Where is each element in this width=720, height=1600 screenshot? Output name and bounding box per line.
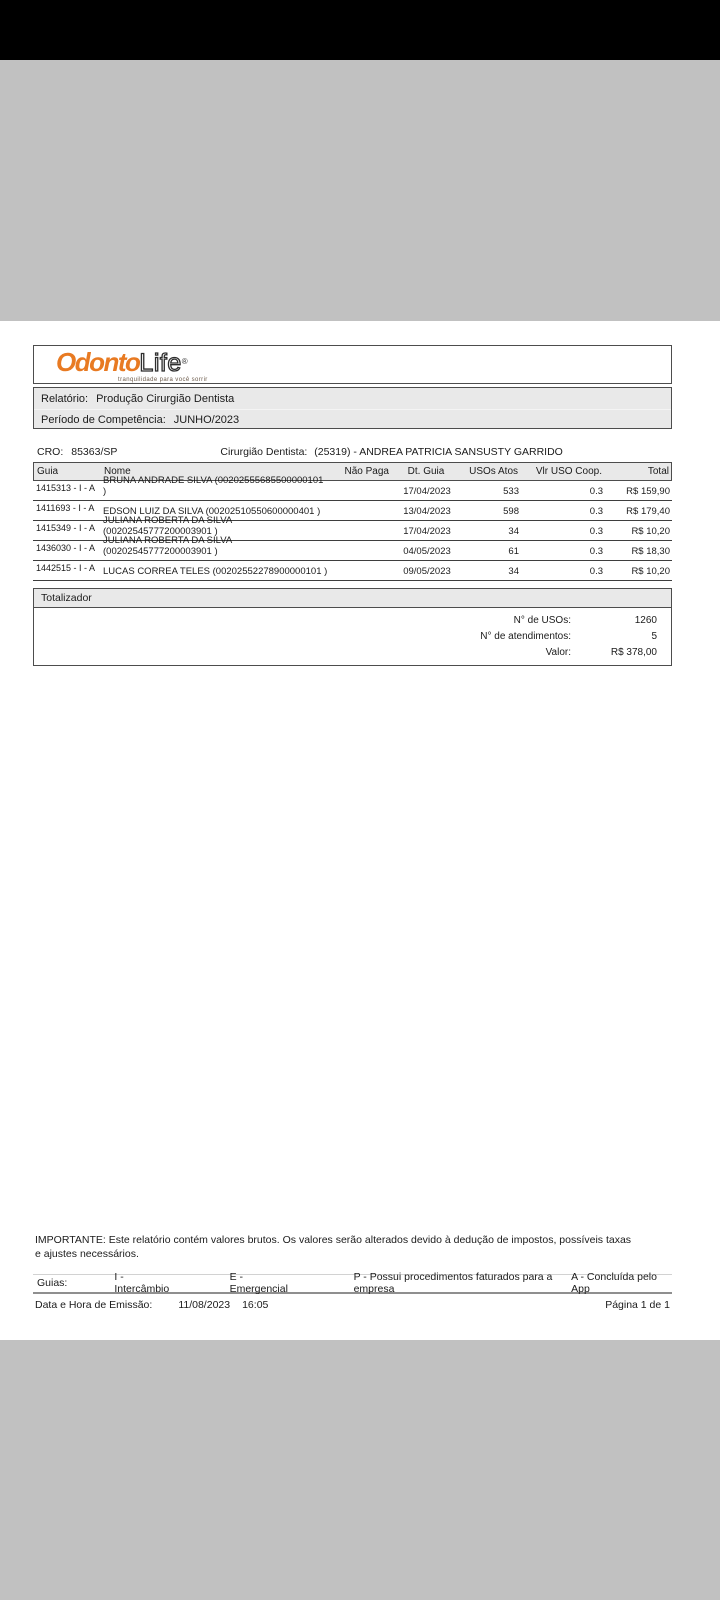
cell-vlr-uso-coop: 0.3	[589, 546, 603, 557]
cell-dt-guia: 04/05/2023	[403, 546, 451, 557]
col-header-dt-guia: Dt. Guia	[407, 466, 445, 477]
important-note: IMPORTANTE: Este relatório contém valores brutos. Os valores serão alterados devido à dedução de impostos, possíveis taxas e ajustes necessários.	[35, 1234, 632, 1260]
guides-legend	[33, 1270, 672, 1295]
logo-box	[33, 345, 672, 384]
cro-value: 85363/SP	[71, 446, 118, 458]
cell-usos-atos: 34	[508, 566, 519, 577]
cell-guia: 1415313 - I - A	[36, 483, 96, 493]
page-footer-block	[33, 1233, 672, 1314]
cell-nome: JULIANA ROBERTA DA SILVA (00202545777200003901 )	[103, 515, 232, 537]
table-row	[33, 535, 672, 561]
dentist-label: Cirurgião Dentista:	[220, 446, 308, 458]
cell-usos-atos: 533	[503, 486, 519, 497]
period-value: JUNHO/2023	[173, 414, 240, 426]
totalizer-title: Totalizador	[34, 589, 671, 608]
legend-item-faturados: P - Possui procedimentos faturados para a empresa	[353, 1270, 553, 1295]
registered-mark-icon: ®	[181, 357, 188, 366]
cell-total: R$ 18,30	[631, 546, 670, 557]
totalizer-row-usos	[34, 612, 671, 628]
legend-label: Guias:	[37, 1276, 68, 1289]
table-row	[33, 561, 672, 581]
cell-total: R$ 159,90	[626, 486, 670, 497]
cell-guia: 1436030 - I - A	[36, 543, 96, 553]
report-label: Relatório:	[41, 392, 89, 405]
legend-item-intercambio: I - Intercâmbio	[114, 1270, 170, 1295]
report-info-box	[33, 387, 672, 429]
totalizer-valor-value: R$ 378,00	[610, 646, 657, 658]
status-bar	[0, 0, 720, 60]
report-name: Produção Cirurgião Dentista	[96, 392, 235, 405]
cell-nome: LUCAS CORREA TELES (00202552278900000101 )	[103, 566, 328, 577]
report-title-row	[34, 388, 671, 409]
odontolife-logo	[56, 349, 671, 380]
cell-vlr-uso-coop: 0.3	[589, 486, 603, 497]
col-header-usos-atos: USOs Atos	[469, 466, 518, 477]
col-header-vlr-uso-coop: Vlr USO Coop.	[535, 466, 602, 477]
professional-row	[33, 446, 672, 458]
cro-label: CRO:	[37, 446, 64, 458]
cell-nome: EDSON LUIZ DA SILVA (00202510550600000401 )	[103, 506, 321, 517]
guides-table	[33, 462, 672, 581]
dentist-group	[220, 446, 562, 458]
cell-usos-atos: 34	[508, 526, 519, 537]
dentist-value: (25319) - ANDREA PATRICIA SANSUSTY GARRIDO	[314, 446, 563, 458]
cell-nao-paga	[328, 577, 390, 580]
totalizer-usos-value: 1260	[634, 614, 657, 626]
report-page	[0, 321, 720, 1340]
page-number: Página 1 de 1	[605, 1299, 670, 1311]
cell-nome: JULIANA ROBERTA DA SILVA (00202545777200003901 )	[103, 535, 232, 557]
totalizer-valor-label: Valor:	[545, 646, 571, 658]
report-page-content	[0, 321, 720, 666]
cell-total: R$ 179,40	[626, 506, 670, 517]
cell-dt-guia: 13/04/2023	[403, 506, 451, 517]
cell-nao-paga	[328, 517, 390, 520]
competence-period-row	[34, 409, 671, 430]
emission-label: Data e Hora de Emissão:	[35, 1299, 153, 1311]
cell-vlr-uso-coop: 0.3	[589, 566, 603, 577]
cell-dt-guia: 17/04/2023	[403, 526, 451, 537]
totalizer-body	[34, 608, 671, 665]
totalizer-atendimentos-value: 5	[651, 630, 657, 642]
cell-nome: BRUNA ANDRADE SILVA (00202555685500000101 )	[103, 475, 324, 497]
cell-total: R$ 10,20	[631, 566, 670, 577]
col-header-total: Total	[647, 466, 669, 477]
col-header-nao-paga: Não Paga	[344, 466, 389, 477]
cell-guia: 1442515 - I - A	[36, 563, 96, 573]
totalizer-row-valor	[34, 644, 671, 660]
cell-dt-guia: 17/04/2023	[403, 486, 451, 497]
totalizer-row-atendimentos	[34, 628, 671, 644]
totalizer-box	[33, 588, 672, 666]
cell-usos-atos: 598	[503, 506, 519, 517]
totalizer-usos-label: N° de USOs:	[513, 614, 571, 626]
logo-brand-primary: Odonto	[56, 347, 140, 377]
logo-tagline: tranquilidade para você sorrir	[118, 377, 208, 383]
cell-nao-paga	[328, 497, 390, 500]
period-label: Período de Competência:	[41, 414, 166, 426]
col-header-guia: Guia	[37, 466, 59, 477]
cell-vlr-uso-coop: 0.3	[589, 506, 603, 517]
legend-item-emergencial: E - Emergencial	[229, 1270, 288, 1295]
emission-time: 16:05	[242, 1299, 269, 1311]
table-row	[33, 475, 672, 501]
cell-vlr-uso-coop: 0.3	[589, 526, 603, 537]
totalizer-atendimentos-label: N° de atendimentos:	[480, 630, 571, 642]
emission-row	[33, 1294, 672, 1314]
cell-nao-paga	[328, 557, 390, 560]
cell-guia: 1415349 - I - A	[36, 523, 96, 533]
logo-brand-secondary: Life	[139, 349, 182, 377]
cell-usos-atos: 61	[508, 546, 519, 557]
cell-total: R$ 10,20	[631, 526, 670, 537]
legend-item-concluida-app: A - Concluída pelo App	[571, 1270, 657, 1295]
col-header-nome: Nome	[104, 466, 131, 477]
cell-guia: 1411693 - I - A	[36, 503, 95, 513]
emission-date: 11/08/2023	[178, 1299, 231, 1311]
cell-nao-paga	[328, 537, 390, 540]
cell-dt-guia: 09/05/2023	[403, 566, 451, 577]
